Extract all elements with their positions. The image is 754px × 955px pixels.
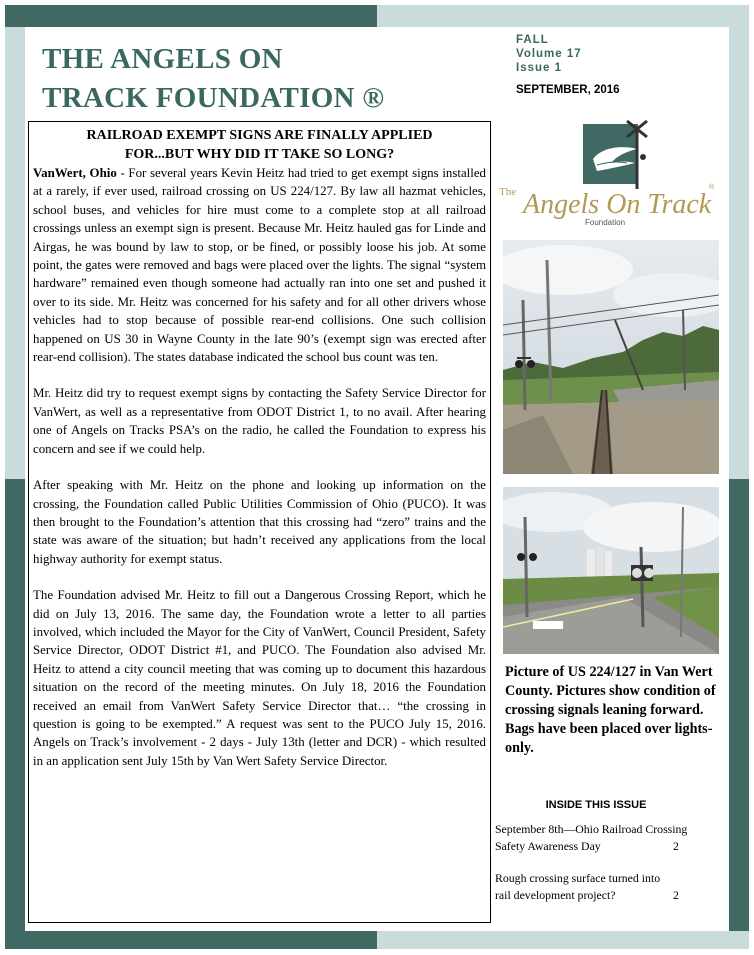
toc-item-page: 2 (673, 838, 679, 853)
photo-caption: Picture of US 224/127 in Van Wert County. Pictures show condition of crossing signals leaning forward. Bags have been placed over lights-only. (505, 664, 716, 756)
frame-band-top-dark (5, 5, 377, 27)
title-line-1: THE ANGELS ON (42, 43, 283, 75)
frame-band-right-light (729, 27, 749, 479)
toc-item (495, 821, 725, 854)
logo-name: Angels On Track (523, 189, 712, 220)
article-paragraph-4: The Foundation advised Mr. Heitz to fill out a Dangerous Crossing Report, which he did on July 13, 2016. The same day, the Foundation wrote a letter to all parties involved, which included the Mayor for the City of VanWert, Council President, Safety Service Director, ODOT District #1, and PUCO. The Foundation also advised Mr. Heitz to attend a city council meeting that was coming up to document this hazardous situation on the record of the meeting minutes. On July 18, 2016 the Foundation received an email from VanWert Safety Service Director that… “the crossing in question is going to be exempted.” A request was sent to the PUCO July 15, 2016. Angels on Track’s involvement - 2 days - July 13th (letter and DCR) - which resulted in an application sent July 15th by Van Wert Safety Service Director. (33, 588, 486, 768)
issue-volume: Volume 17 (516, 48, 582, 60)
issue-date: SEPTEMBER, 2016 (516, 84, 620, 96)
frame-band-bottom-dark (5, 931, 377, 949)
article-paragraph-1 (33, 164, 486, 366)
angel-wing-icon (497, 119, 722, 229)
logo-prefix: The (499, 186, 517, 198)
frame-band-left-dark (5, 479, 25, 931)
article-paragraph-2: Mr. Heitz did try to request exempt signs by contacting the Safety Service Director for VanWert, as well as a representative from ODOT District 1, to no avail. After hearing one of Angels on Tracks PSA’s on the radio, he called the Foundation to express his concern and see if we could help. (33, 386, 486, 456)
article-paragraph-3: After speaking with Mr. Heitz on the phone and looking up information on the crossing, the Foundation called Public Utilities Commission of Ohio (PUCO). It was then brought to the Foundation’s attention that this crossing had “zero” trains and the state was aware of the situation; but hadn’t received any applications from the local highway authority for exempt status. (33, 478, 486, 566)
title-line-2: TRACK FOUNDATION ® (42, 82, 385, 114)
issue-number: Issue 1 (516, 62, 562, 74)
toc-item-page: 2 (673, 887, 679, 902)
toc-item-title-line-2: rail development project? (495, 887, 616, 902)
railroad-crossing-photo (503, 240, 719, 474)
frame-band-top-light (377, 5, 749, 27)
article-headline (33, 126, 486, 164)
article-paragraph-1-text: - For several years Kevin Heitz had tried to get exempt signs installed at a rarely, if ever used, railroad crossing on US 224/127. By law all hazmat vehicles, school buses, and vehicles for hire must come to a complete stop at all railroad crossings unless an exempt sign is present. Because Mr. Heitz hauled gas for Linde and Airgas, he was bound by law to stop, or be fined, or possibly loose his job. At some point, the gates were removed and bags were placed over the lights. The signal “system hardware” remained even though someone had actually ran into one set and pushed it over to its side. Mr. Heitz was concerned for his safety and for all other drivers whose vehicles had to stop because of possible rear-end collisions. One such collision happened on US 30 in Wayne County in the late 90’s (exempt sign was erected after rear-end collision). The states database indicated the school bus count was ten. (33, 166, 486, 365)
headline-line-2: FOR...BUT WHY DID IT TAKE SO LONG? (124, 147, 395, 162)
toc-item-title-line-1: September 8th—Ohio Railroad Crossing (495, 822, 688, 836)
frame-band-right-dark (729, 479, 749, 931)
newsletter-title (42, 40, 482, 118)
issue-season: FALL (516, 34, 549, 46)
article-dateline: VanWert, Ohio (33, 166, 117, 180)
issue-info (516, 33, 582, 75)
toc-item-title-line-2-row (495, 887, 725, 904)
main-article (28, 121, 491, 923)
frame-band-bottom-light (377, 931, 749, 949)
toc-item-title-line-1: Rough crossing surface turned into (495, 871, 661, 885)
toc-item-title-line-2-row (495, 838, 725, 855)
logo-registered: ® (709, 184, 715, 191)
toc-item-title-line-2: Safety Awareness Day (495, 838, 601, 853)
frame-band-left-light (5, 27, 25, 479)
headline-line-1: RAILROAD EXEMPT SIGNS ARE FINALLY APPLIED (86, 128, 433, 143)
toc-item (495, 870, 725, 903)
crossing-photo-2 (503, 487, 719, 654)
railroad-crossing-road-photo (503, 487, 719, 654)
inside-issue-heading: INSIDE THIS ISSUE (545, 799, 647, 811)
crossing-photo-1 (503, 240, 719, 474)
foundation-logo (497, 119, 722, 229)
logo-sub: Foundation (585, 218, 626, 227)
